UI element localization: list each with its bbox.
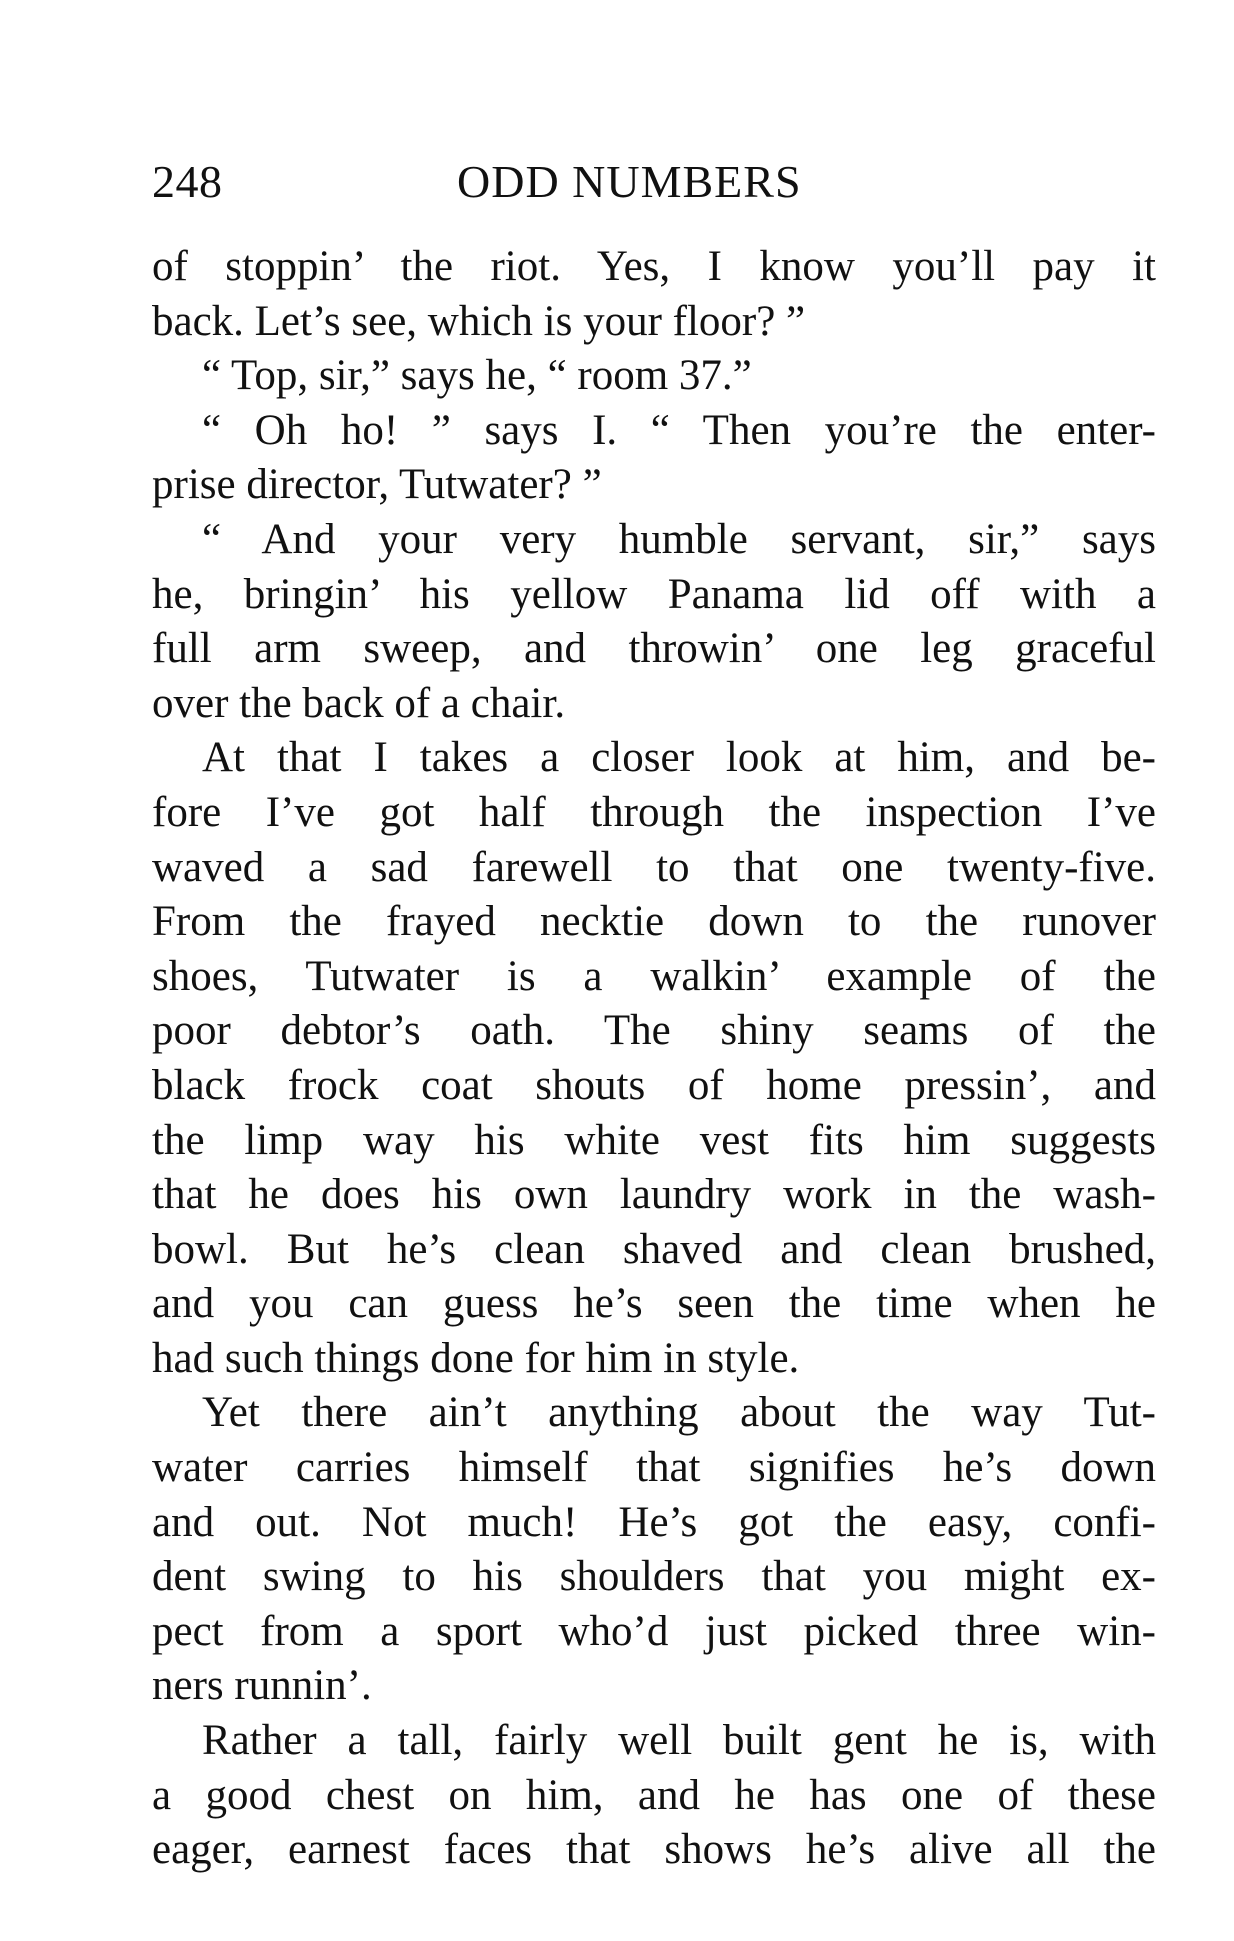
running-head [152,152,1152,212]
text-line: dent swing to his shoulders that you might ex- [152,1553,1156,1601]
text-line: water carries himself that signifies he’s down [152,1444,1156,1492]
text-line: of stoppin’ the riot. Yes, I know you’ll pay it [152,243,1156,290]
body-text [152,240,1156,1878]
text-line: shoes, Tutwater is a walkin’ example of the [152,952,1156,1000]
text-line: over the back of a chair. [152,679,566,727]
text-line: black frock coat shouts of home pressin’, and [152,1061,1156,1109]
page-number: 248 [152,156,223,207]
text-line: full arm sweep, and throwin’ one leg graceful [152,625,1156,673]
text-line: eager, earnest faces that shows he’s alive all the [152,1826,1156,1874]
text-line: a good chest on him, and he has one of these [152,1771,1156,1819]
text-line: the limp way his white vest fits him suggests [152,1116,1156,1164]
text-line: back. Let’s see, which is your floor? ” [152,297,806,345]
running-title: ODD NUMBERS [457,156,802,207]
text-line: At that I takes a closer look at him, and be- [202,734,1156,782]
text-line: had such things done for him in style. [152,1334,800,1382]
text-line: and you can guess he’s seen the time when he [152,1280,1156,1328]
text-line: prise director, Tutwater? ” [152,461,602,509]
text-line: he, bringin’ his yellow Panama lid off with a [152,570,1156,618]
text-line: poor debtor’s oath. The shiny seams of the [152,1007,1156,1055]
text-line: bowl. But he’s clean shaved and clean brushed, [152,1225,1156,1273]
text-line: “ Top, sir,” says he, “ room 37.” [202,352,752,400]
text-line: Yet there ain’t anything about the way Tut- [202,1389,1156,1437]
text-line: pect from a sport who’d just picked three win- [152,1607,1156,1655]
text-line: ners runnin’. [152,1662,372,1710]
text-line: waved a sad farewell to that one twenty-five. [152,843,1156,891]
text-line: “ Oh ho! ” says I. “ Then you’re the enter- [202,406,1156,454]
text-line: From the frayed necktie down to the runover [152,898,1156,946]
text-line: that he does his own laundry work in the wash- [152,1171,1156,1219]
text-line: fore I’ve got half through the inspection I’ve [152,788,1156,836]
text-line: “ And your very humble servant, sir,” says [202,515,1156,563]
text-line: and out. Not much! He’s got the easy, confi- [152,1498,1156,1546]
text-line: Rather a tall, fairly well built gent he is, with [202,1717,1156,1765]
